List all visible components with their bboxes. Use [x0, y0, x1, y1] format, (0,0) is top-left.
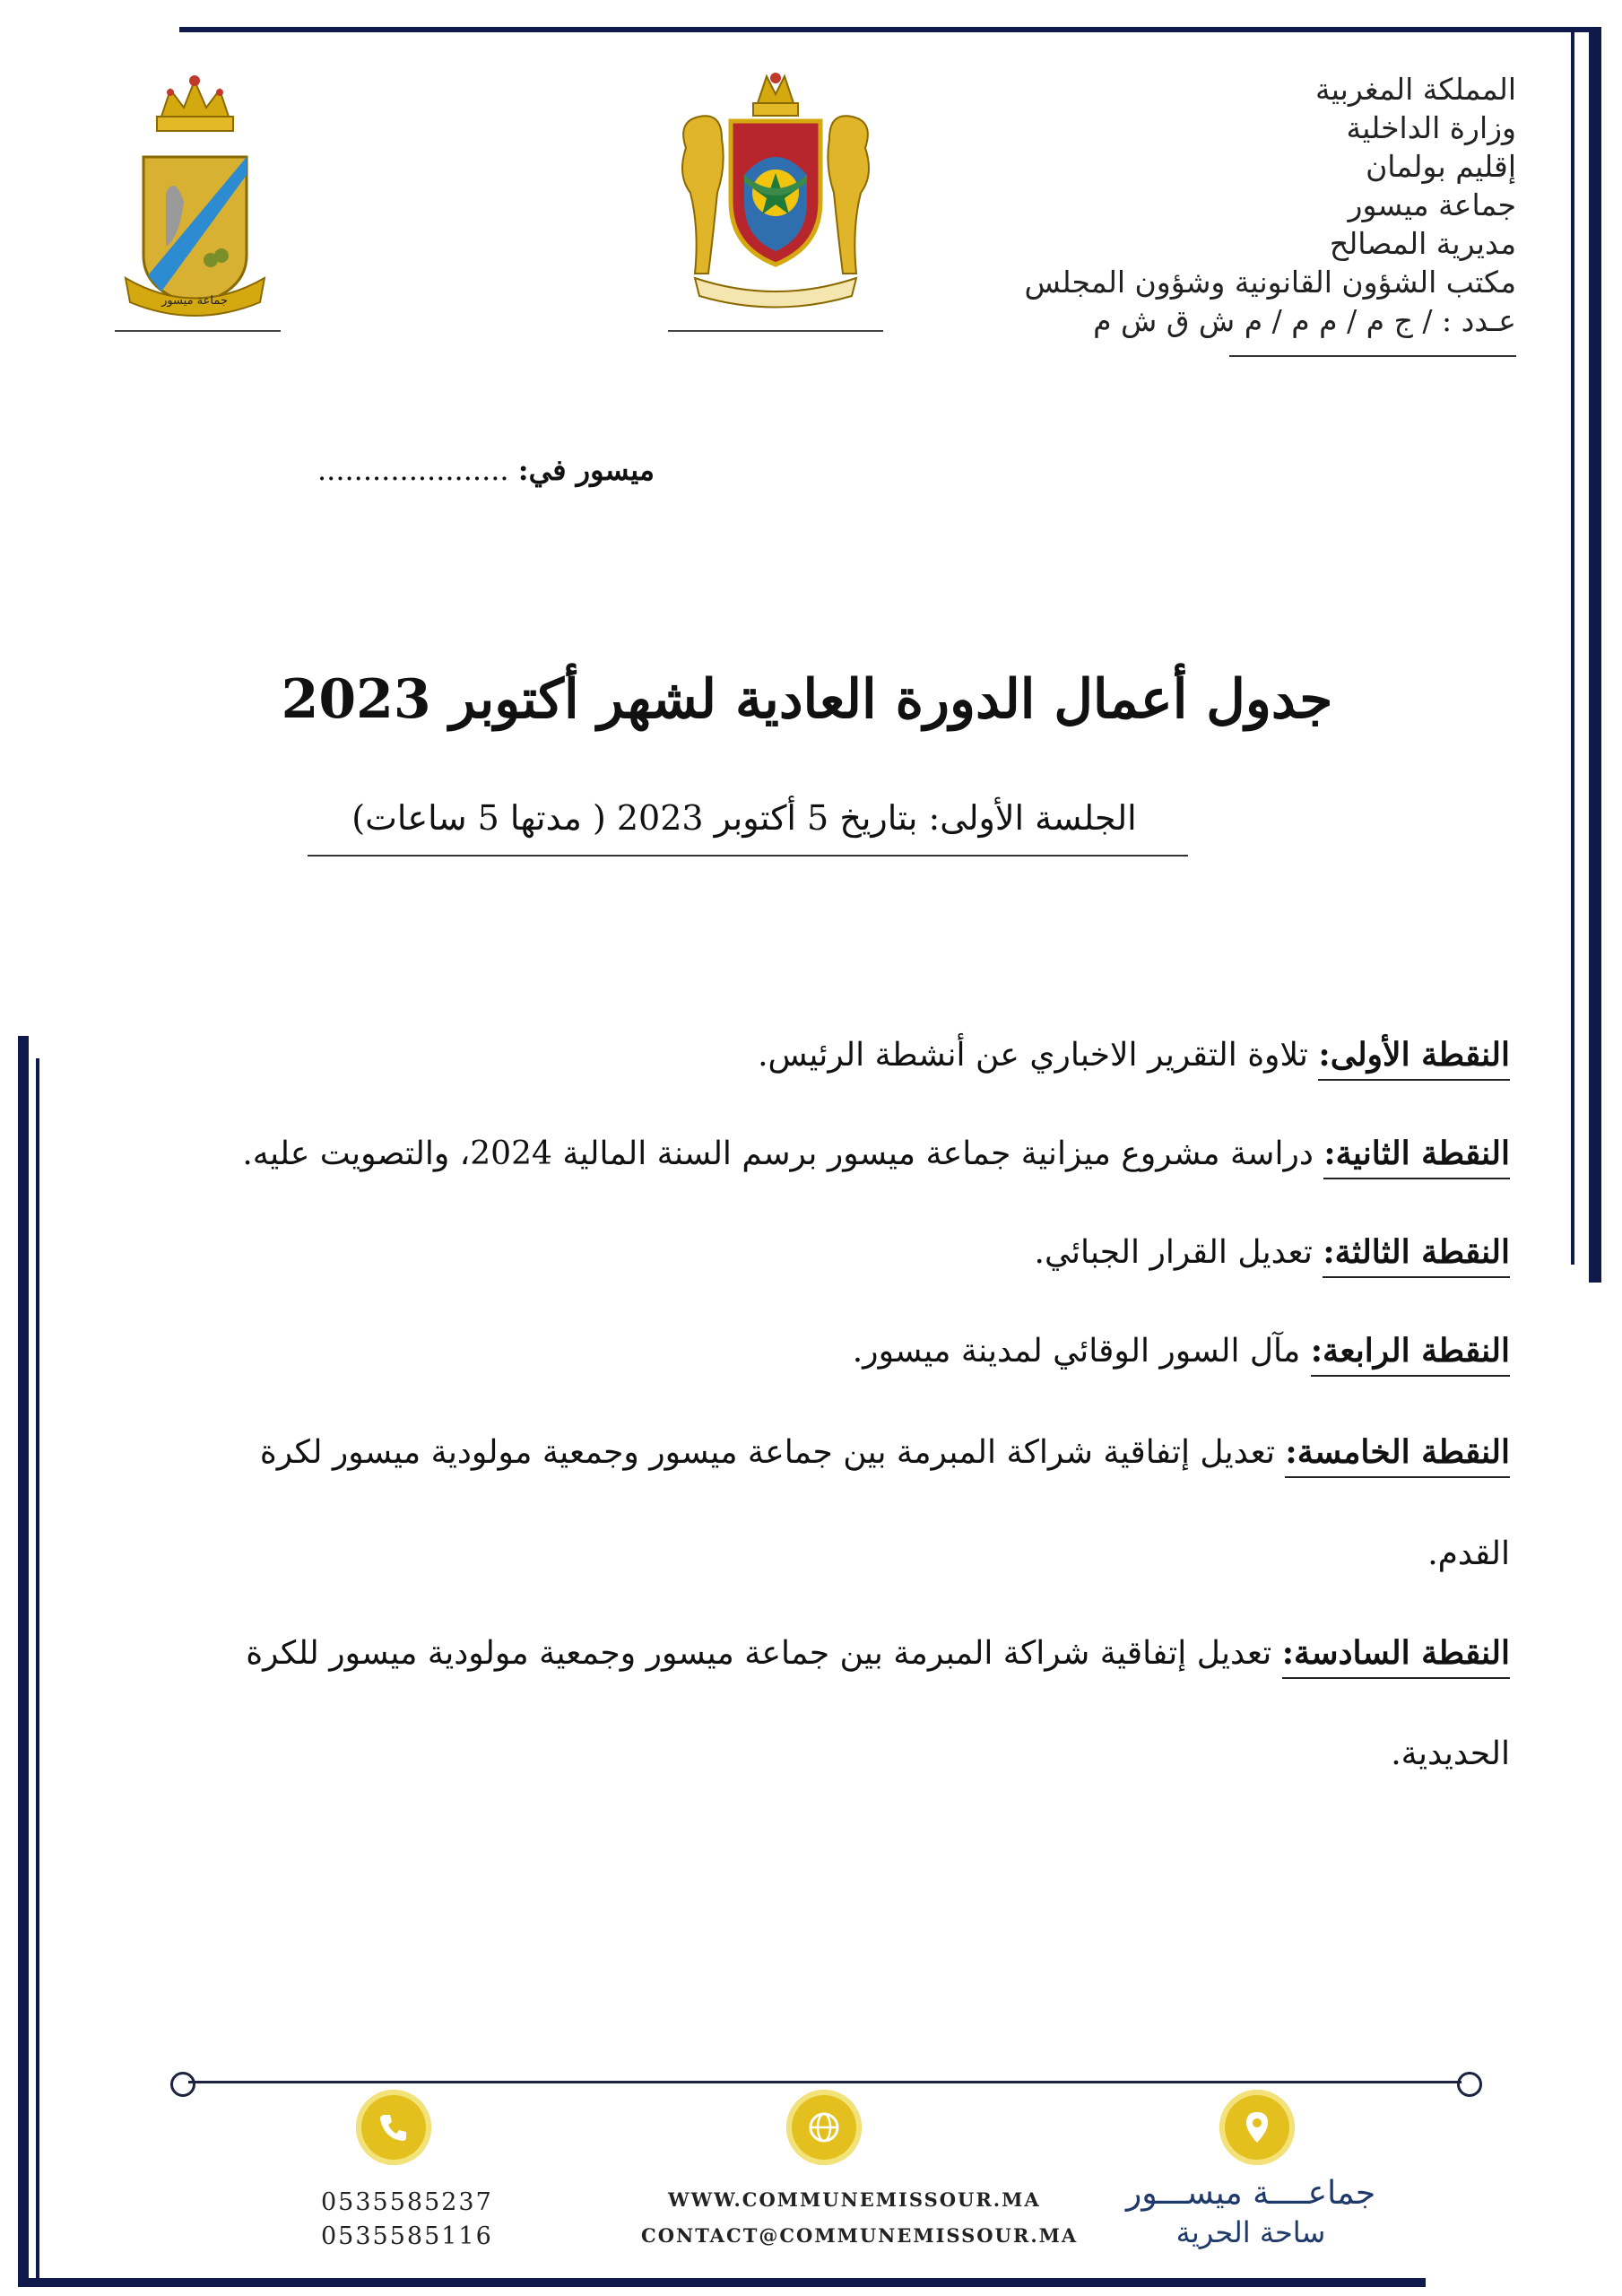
agenda-item-1	[75, 1036, 1510, 1074]
footer-divider-curl-left	[170, 2072, 195, 2097]
frame-left-border	[18, 1036, 29, 2287]
header-line: وزارة الداخلية	[1346, 110, 1516, 145]
agenda-item-text: تلاوة التقرير الاخباري عن أنشطة الرئيس.	[758, 1037, 1308, 1074]
place-label: ميسور في:	[517, 453, 655, 487]
agenda-item-text: مآل السور الوقائي لمدينة ميسور.	[852, 1333, 1301, 1370]
royal-coat-of-arms-icon	[659, 67, 892, 318]
frame-left-inner-border	[36, 1058, 39, 2287]
frame-right-inner-border	[1571, 27, 1574, 1265]
agenda-item-6-continuation: الحديدية.	[1391, 1735, 1510, 1772]
place-date-line	[260, 453, 655, 487]
agenda-item-text: تعديل القرار الجبائي.	[1034, 1234, 1313, 1271]
agenda-item-3	[75, 1233, 1510, 1271]
header-line: مكتب الشؤون القانونية وشؤون المجلس	[1024, 265, 1516, 300]
header-line: مديرية المصالح	[1329, 226, 1516, 261]
header-line: جماعة ميسور	[1348, 187, 1516, 222]
header-admin-block	[960, 70, 1516, 340]
royal-emblem-underline	[668, 330, 883, 332]
agenda-item-5-continuation: القدم.	[1427, 1535, 1510, 1572]
frame-bottom-border	[18, 2278, 1426, 2287]
agenda-item-text: دراسة مشروع ميزانية جماعة ميسور برسم السنة المالية 2024، والتصويت عليه.	[242, 1135, 1314, 1172]
agenda-item-text: تعديل إتفاقية شراكة المبرمة بين جماعة ميسور وجمعية مولودية ميسور للكرة	[246, 1635, 1272, 1672]
reference-underline	[1229, 355, 1516, 357]
agenda-item-label: النقطة الثالثة:	[1323, 1233, 1510, 1278]
header-line: إقليم بولمان	[1366, 149, 1516, 184]
agenda-item-5	[75, 1433, 1510, 1471]
agenda-item-label: النقطة الرابعة:	[1311, 1332, 1510, 1377]
commune-emblem-underline	[115, 330, 281, 332]
phone-number-2: 0535585116	[321, 2222, 493, 2250]
frame-top-border	[179, 27, 1600, 32]
brand-tagline: ساحة الحرية	[1175, 2215, 1326, 2249]
commune-coat-of-arms-icon	[112, 67, 278, 323]
phone-icon	[356, 2090, 431, 2165]
agenda-item-label: النقطة الثانية:	[1323, 1135, 1510, 1179]
agenda-item-2	[75, 1135, 1510, 1172]
reference-number: عـدد : / ج م / م م / م ش ق ش م	[1093, 303, 1516, 338]
document-title: جدول أعمال الدورة العادية لشهر أكتوبر 2023	[281, 668, 1333, 731]
footer-divider-curl-right	[1457, 2072, 1482, 2097]
agenda-item-label: النقطة السادسة:	[1282, 1634, 1510, 1679]
globe-icon	[786, 2090, 862, 2165]
date-placeholder-dots: .....................	[317, 453, 509, 487]
website-link[interactable]: WWW.COMMUNEMISSOUR.MA	[668, 2188, 1041, 2211]
royal-emblem	[659, 67, 892, 318]
brand-name: جماعــــة ميســـور	[1125, 2175, 1376, 2212]
agenda-item-4	[75, 1332, 1510, 1370]
agenda-item-6	[75, 1634, 1510, 1672]
agenda-item-label: النقطة الأولى:	[1318, 1036, 1510, 1081]
header-line: المملكة المغربية	[1315, 72, 1516, 107]
commune-emblem	[112, 67, 278, 323]
session-line: الجلسة الأولى: بتاريخ 5 أكتوبر 2023 ( مدتها 5 ساعات)	[351, 798, 1137, 838]
footer-divider	[188, 2081, 1462, 2083]
agenda-item-label: النقطة الخامسة:	[1285, 1433, 1510, 1478]
agenda-item-text: تعديل إتفاقية شراكة المبرمة بين جماعة ميسور وجمعية مولودية ميسور لكرة	[259, 1434, 1275, 1471]
phone-number-1: 0535585237	[321, 2188, 493, 2216]
email-link[interactable]: CONTACT@COMMUNEMISSOUR.MA	[641, 2224, 1079, 2247]
location-pin-icon	[1219, 2090, 1295, 2165]
session-underline	[308, 855, 1188, 857]
frame-right-border	[1589, 27, 1601, 1283]
commune-emblem-text: جماعة ميسور	[161, 294, 228, 308]
